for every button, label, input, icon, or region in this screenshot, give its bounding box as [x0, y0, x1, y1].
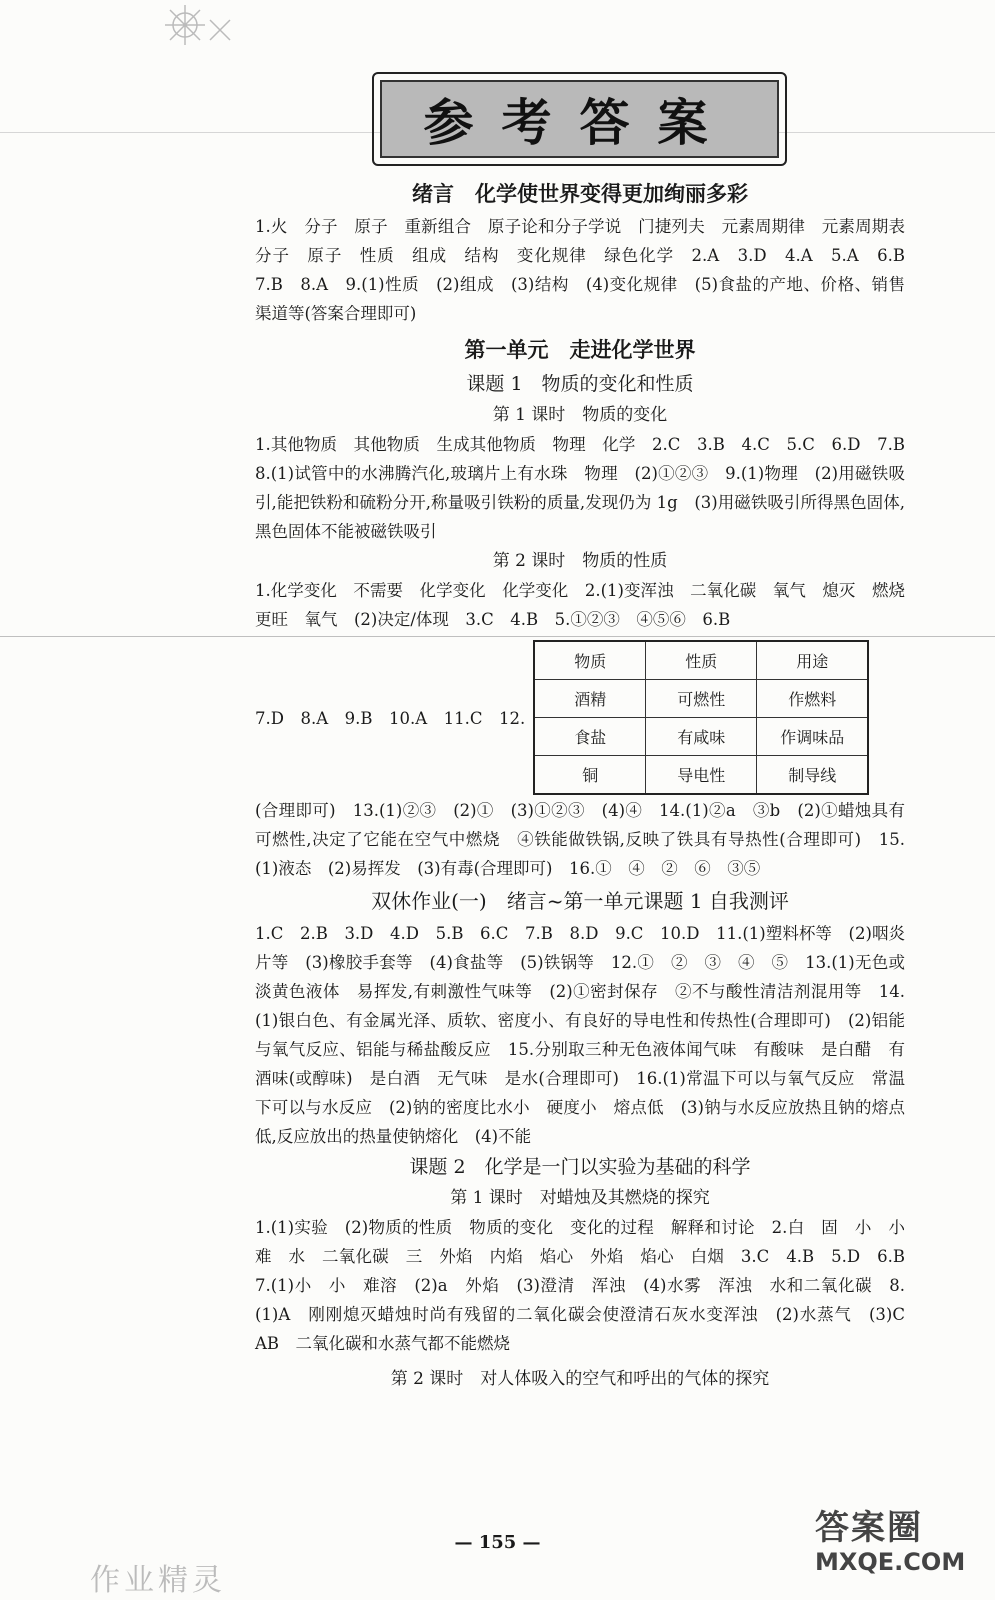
table-cell: 用途 — [757, 641, 869, 680]
table-cell: 性质 — [646, 641, 757, 680]
corner-decoration-icon — [160, 0, 240, 60]
lesson1-heading: 第 1 课时 物质的变化 — [492, 405, 668, 425]
lesson2-answers-continued: (合理即可) 13.(1)②③ (2)① (3)①②③ (4)④ 14.(1)②a ③b (2)①蜡烛具有可燃性,决定了它能在空气中燃烧 ④铁能做铁锅,反映了铁具有导热性(合理即可) 15.(1)液态 (2)易挥发 (3)有毒(合理即可) 16.① ④ ② ⑥ ③⑤ — [255, 801, 905, 878]
table-row — [534, 641, 868, 680]
title-banner — [372, 72, 787, 166]
table-cell: 制导线 — [757, 755, 869, 794]
intro-answers: 1.火 分子 原子 重新组合 原子论和分子学说 门捷列夫 元素周期律 元素周期表 分子 原子 性质 组成 结构 变化规律 绿色化学 2.A 3.D 4.A 5.A 6.B 7.B 8.A 9.(1)性质 (2)组成 (3)结构 (4)变化规律 (5)食盐的产地、价格、销售渠道等(答案合理即可) — [255, 217, 922, 323]
question-lead: 7.D 8.A 9.B 10.A 11.C 12. — [255, 709, 526, 728]
topic2-lesson1-answers: 1.(1)实验 (2)物质的性质 物质的变化 变化的过程 解释和讨论 2.白 固 小 小 难 水 二氧化碳 三 外焰 内焰 焰心 外焰 焰心 白烟 3.C 4.B 5.D 6.B 7.(1)小 小 难溶 (2)a 外焰 (3)澄清 浑浊 (4)水雾 浑浊 水和二氧化碳 8.(1)A 刚刚熄灭蜡烛时尚有残留的二氧化碳会使澄清石灰水变浑浊 (2)水蒸气 (3)C AB 二氧化碳和水蒸气都不能燃烧 — [255, 1218, 922, 1353]
properties-table — [533, 640, 869, 795]
table-cell: 导电性 — [646, 755, 757, 794]
table-row — [534, 679, 868, 717]
lesson2-answers: 1.化学变化 不需要 化学变化 化学变化 2.(1)变浑浊 二氧化碳 氧气 熄灭 燃烧更旺 氧气 (2)决定/体现 3.C 4.B 5.①②③ ④⑤⑥ 6.B — [255, 581, 905, 629]
topic2-lesson1-heading: 第 1 课时 对蜡烛及其燃烧的探究 — [450, 1188, 710, 1208]
table-cell: 可燃性 — [646, 679, 757, 717]
table-cell: 有咸味 — [646, 717, 757, 755]
question-12-row — [255, 638, 905, 796]
table-cell: 物质 — [534, 641, 646, 680]
topic2-lesson2-heading: 第 2 课时 对人体吸入的空气和呼出的气体的探究 — [390, 1369, 770, 1389]
watermark-top: 答案圈 — [815, 1508, 923, 1548]
topic2-heading: 课题 2 化学是一门以实验为基础的科学 — [409, 1156, 751, 1178]
lesson1-answers: 1.其他物质 其他物质 生成其他物质 物理 化学 2.C 3.B 4.C 5.C 6.D 7.B 8.(1)试管中的水沸腾汽化,玻璃片上有水珠 物理 (2)①②③ 9.(1)物理 (2)用磁铁吸引,能把铁粉和硫粉分开,称量吸引铁粉的质量,发现仍为 1g (3)用磁铁吸引所得黑色固体,黑色固体不能被磁铁吸引 — [255, 435, 922, 541]
table-cell: 铜 — [534, 755, 646, 794]
footer-mark: 作业精灵 — [90, 1563, 226, 1598]
topic1-heading: 课题 1 物质的变化和性质 — [466, 373, 694, 395]
table-cell: 酒精 — [534, 679, 646, 717]
table-row — [534, 755, 868, 794]
page-title: 参考答案 — [380, 80, 779, 158]
watermark-logo — [815, 1500, 975, 1590]
table-cell: 作燃料 — [757, 679, 869, 717]
table-cell: 食盐 — [534, 717, 646, 755]
table-cell: 作调味品 — [757, 717, 869, 755]
weekend-heading: 双休作业(一) 绪言~第一单元课题 1 自我测评 — [371, 889, 789, 913]
answer-content — [255, 176, 922, 1394]
lesson2-heading: 第 2 课时 物质的性质 — [492, 551, 668, 571]
table-row — [534, 717, 868, 755]
weekend-answers: 1.C 2.B 3.D 4.D 5.B 6.C 7.B 8.D 9.C 10.D 11.(1)塑料杯等 (2)咽炎片等 (3)橡胶手套等 (4)食盐等 (5)铁锅等 12.① ② ③ ④ ⑤ 13.(1)无色或淡黄色液体 易挥发,有刺激性气味等 (2)①密封保存 ②不与酸性清洁剂混用等 14.(1)银白色、有金属光泽、质软、密度小、有良好的导电性和传热性(合理即可) (2)铝能与氧气反应、铝能与稀盐酸反应 15.分别取三种无色液体闻气味 有酸味 是白醋 有酒味(或醇味) 是白酒 无气味 是水(合理即可) 16.(1)常温下可以与氧气反应 常温下可以与水反应 (2)钠的密度比水小 硬度小 熔点低 (3)钠与水反应放热且钠的熔点低,反应放出的热量使钠熔化 (4)不能 — [255, 924, 905, 1146]
watermark-bottom: MXQE.COM — [815, 1548, 966, 1576]
intro-heading: 绪言 化学使世界变得更加绚丽多彩 — [412, 182, 748, 206]
page-number: — 155 — — [454, 1532, 541, 1553]
unit1-heading: 第一单元 走进化学世界 — [464, 338, 696, 362]
